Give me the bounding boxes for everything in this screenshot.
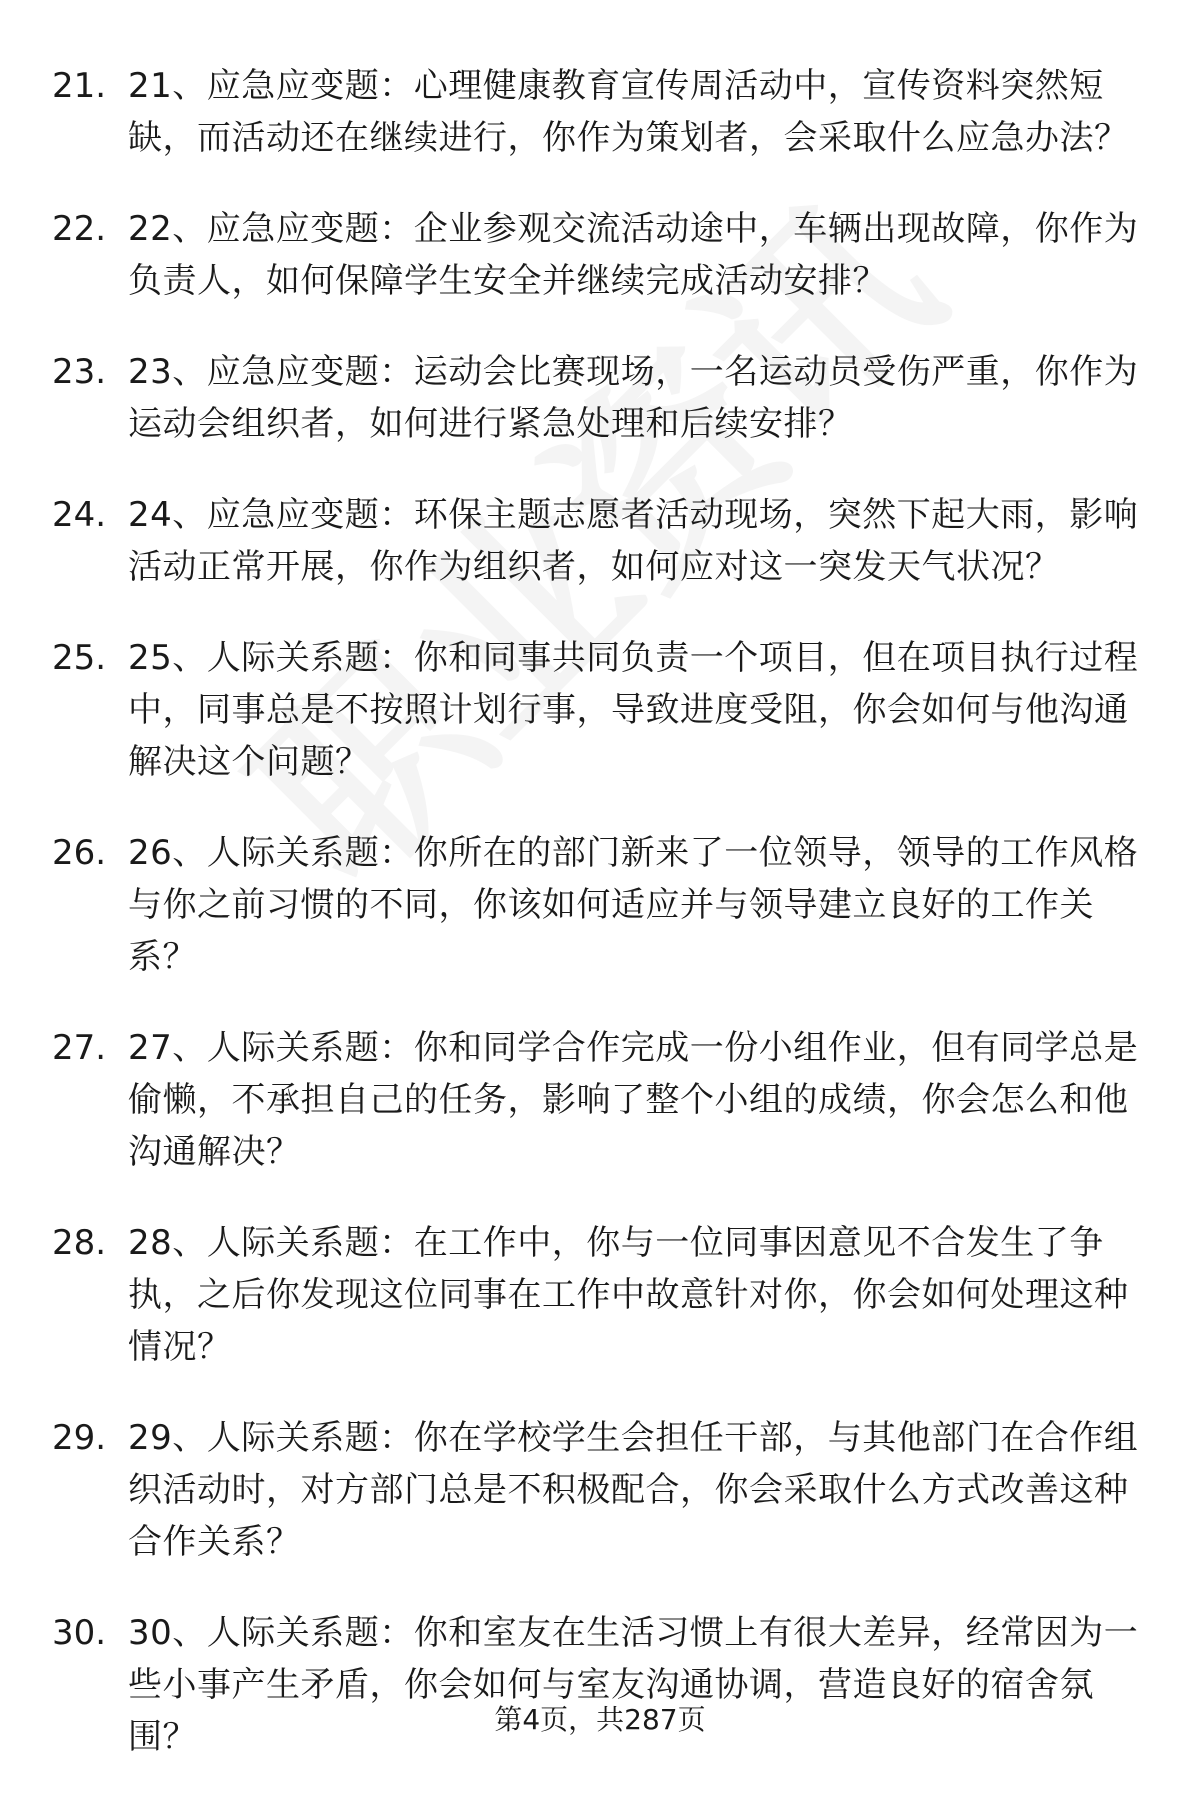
question-number: 21. [52,66,107,106]
list-item [52,346,1152,450]
list-item [52,203,1152,307]
question-text: 25、人际关系题：你和同事共同负责一个项目，但在项目执行过程中，同事总是不按照计划行事，导致进度受阻，你会如何与他沟通解决这个问题？ [128,638,1139,782]
question-text: 29、人际关系题：你在学校学生会担任干部，与其他部门在合作组织活动时，对方部门总是不积极配合，你会采取什么方式改善这种合作关系？ [128,1418,1139,1562]
question-text: 28、人际关系题：在工作中，你与一位同事因意见不合发生了争执，之后你发现这位同事在工作中故意针对你，你会如何处理这种情况？ [128,1223,1129,1367]
list-item [52,1022,1152,1178]
list-item [52,1412,1152,1568]
question-text: 24、应急应变题：环保主题志愿者活动现场，突然下起大雨，影响活动正常开展，你作为组织者，如何应对这一突发天气状况？ [128,495,1139,587]
list-item [52,827,1152,983]
question-number: 22. [52,209,107,249]
question-number: 23. [52,352,107,392]
list-item [52,489,1152,593]
list-item [52,632,1152,788]
question-number: 29. [52,1418,107,1458]
question-number: 30. [52,1613,107,1653]
question-list [52,60,1152,1802]
question-text: 23、应急应变题：运动会比赛现场，一名运动员受伤严重，你作为运动会组织者，如何进行紧急处理和后续安排？ [128,352,1139,444]
question-text: 30、人际关系题：你和室友在生活习惯上有很大差异，经常因为一些小事产生矛盾，你会如何与室友沟通协调，营造良好的宿舍氛围？ [128,1613,1139,1757]
question-number: 27. [52,1028,107,1068]
list-item [52,1217,1152,1373]
question-number: 28. [52,1223,107,1263]
question-number: 26. [52,833,107,873]
question-text: 27、人际关系题：你和同学合作完成一份小组作业，但有同学总是偷懒，不承担自己的任务，影响了整个小组的成绩，你会怎么和他沟通解决？ [128,1028,1139,1172]
list-item [52,60,1152,164]
question-text: 26、人际关系题：你所在的部门新来了一位领导，领导的工作风格与你之前习惯的不同，你该如何适应并与领导建立良好的工作关系？ [128,833,1139,977]
question-number: 25. [52,638,107,678]
question-number: 24. [52,495,107,535]
page-footer: 第4页，共287页 [494,1703,706,1736]
question-text: 21、应急应变题：心理健康教育宣传周活动中，宣传资料突然短缺，而活动还在继续进行，你作为策划者，会采取什么应急办法？ [128,66,1129,158]
question-text: 22、应急应变题：企业参观交流活动途中，车辆出现故障，你作为负责人，如何保障学生安全并继续完成活动安排？ [128,209,1139,301]
